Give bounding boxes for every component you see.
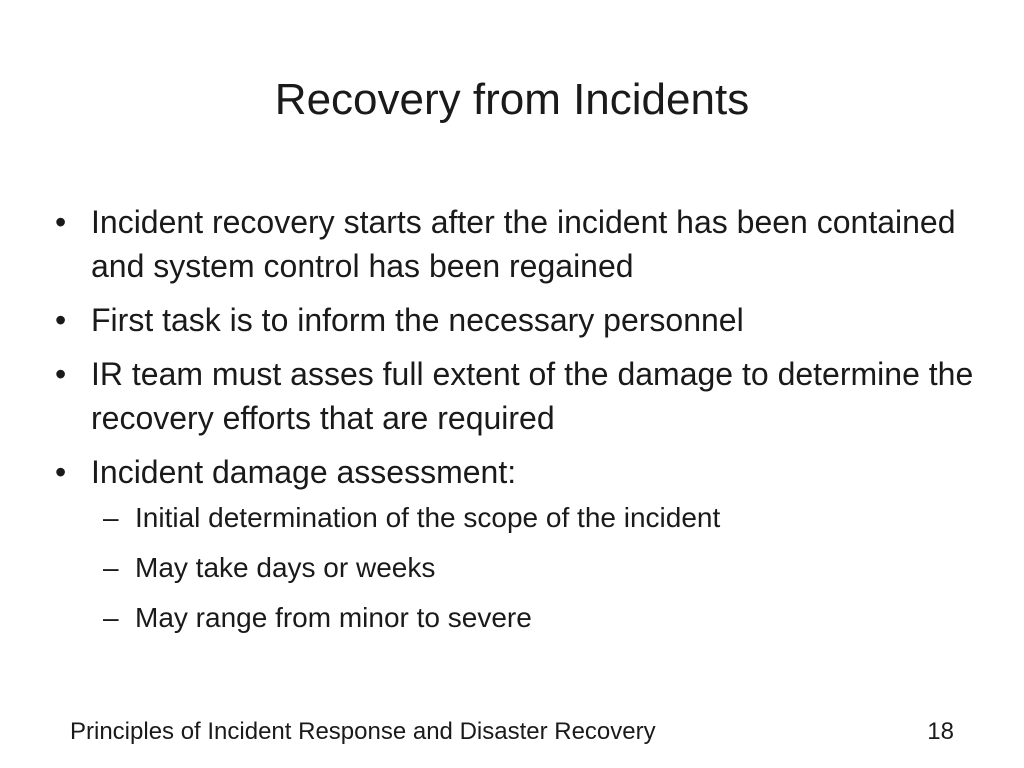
sub-bullet-list (91, 498, 975, 638)
bullet-text: First task is to inform the necessary personnel (91, 302, 744, 338)
sub-bullet-text: May range from minor to severe (135, 602, 532, 633)
bullet-item (55, 298, 975, 342)
sub-bullet-marker: – (103, 602, 119, 633)
sub-bullet-text: Initial determination of the scope of the incident (135, 502, 721, 533)
bullet-marker: • (55, 302, 67, 338)
bullet-marker: • (55, 454, 67, 490)
slide-title: Recovery from Incidents (274, 75, 750, 124)
bullet-text: IR team must asses full extent of the damage to determine the recovery efforts that are required (91, 356, 974, 436)
sub-bullet-item (99, 598, 975, 638)
sub-bullet-text: May take days or weeks (135, 552, 436, 583)
footer-course-title: Principles of Incident Response and Disaster Recovery (70, 718, 656, 745)
bullet-item (55, 352, 975, 440)
bullet-item (55, 200, 975, 288)
sub-bullet-item (99, 498, 975, 538)
bullet-marker: • (55, 356, 67, 392)
bullet-text: Incident recovery starts after the incident has been contained and system control has been regained (91, 204, 956, 284)
bullet-text: Incident damage assessment: (91, 454, 517, 490)
bullet-marker: • (55, 204, 67, 240)
page-number: 18 (927, 718, 954, 745)
sub-bullet-item (99, 548, 975, 588)
sub-bullet-marker: – (103, 502, 119, 533)
bullet-item (55, 450, 975, 638)
sub-bullet-marker: – (103, 552, 119, 583)
bullet-list (55, 200, 975, 648)
